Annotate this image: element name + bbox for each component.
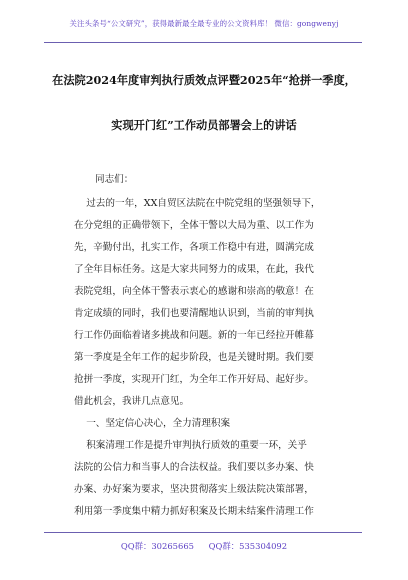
body-line: 抢拼一季度，实现开门红，为全年工作开好局、起好步。 <box>74 374 314 385</box>
document-title-line-1: 在法院2024年度审判执行质效点评暨2025年“抢拼一季度， <box>52 73 356 87</box>
body-line: 第一季度是全年工作的起步阶段，也是关键时期。我们要 <box>74 352 314 363</box>
body-line: 行工作仍面临着诸多挑战和问题。新的一年已经拉开帷幕 <box>74 330 314 341</box>
body-line: 过去的一年，XX自贸区法院在中院党组的坚强领导下， <box>74 198 321 209</box>
body-line: 积案清理工作是提升审判执行质效的重要一环，关乎 <box>74 440 307 451</box>
document-title-line-2: 实现开门红”工作动员部署会上的讲话 <box>111 118 297 132</box>
footer-qq-group-2: QQ群：535304092 <box>208 541 288 551</box>
body-line: 办案、办好案为要求，坚决贯彻落实上级法院决策部署， <box>74 484 314 495</box>
body-line: 肯定成绩的同时，我们也要清醒地认识到，当前的审判执 <box>74 308 314 319</box>
header-banner: 关注头条号“公文研究”，获得最新最全最专业的公文资料库！ 微信：gongwenyj <box>69 19 339 28</box>
header-rule <box>44 42 362 43</box>
footer-rule <box>44 532 362 533</box>
section-heading: 一、坚定信心决心，全力清理积案 <box>74 418 231 429</box>
body-line: 先，辛勤付出，扎实工作，各项工作稳中有进，圆满完成 <box>74 242 314 253</box>
body-line: 表院党组，向全体干警表示衷心的感谢和崇高的敬意！在 <box>74 286 314 297</box>
body-line: 借此机会，我讲几点意见。 <box>74 396 190 407</box>
footer-qq-group-1: QQ群：30265665 <box>120 541 194 551</box>
body-line: 了全年目标任务。这是大家共同努力的成果，在此，我代 <box>74 264 314 275</box>
body-line: 在分党组的正确带领下，全体干警以大局为重、以工作为 <box>74 220 314 231</box>
footer <box>0 540 408 552</box>
body-line: 法院的公信力和当事人的合法权益。我们要以多办案、快 <box>74 462 314 473</box>
salutation: 同志们： <box>95 174 134 185</box>
body-line: 利用第一季度集中精力抓好积案及长期未结案件清理工作 <box>74 506 314 517</box>
